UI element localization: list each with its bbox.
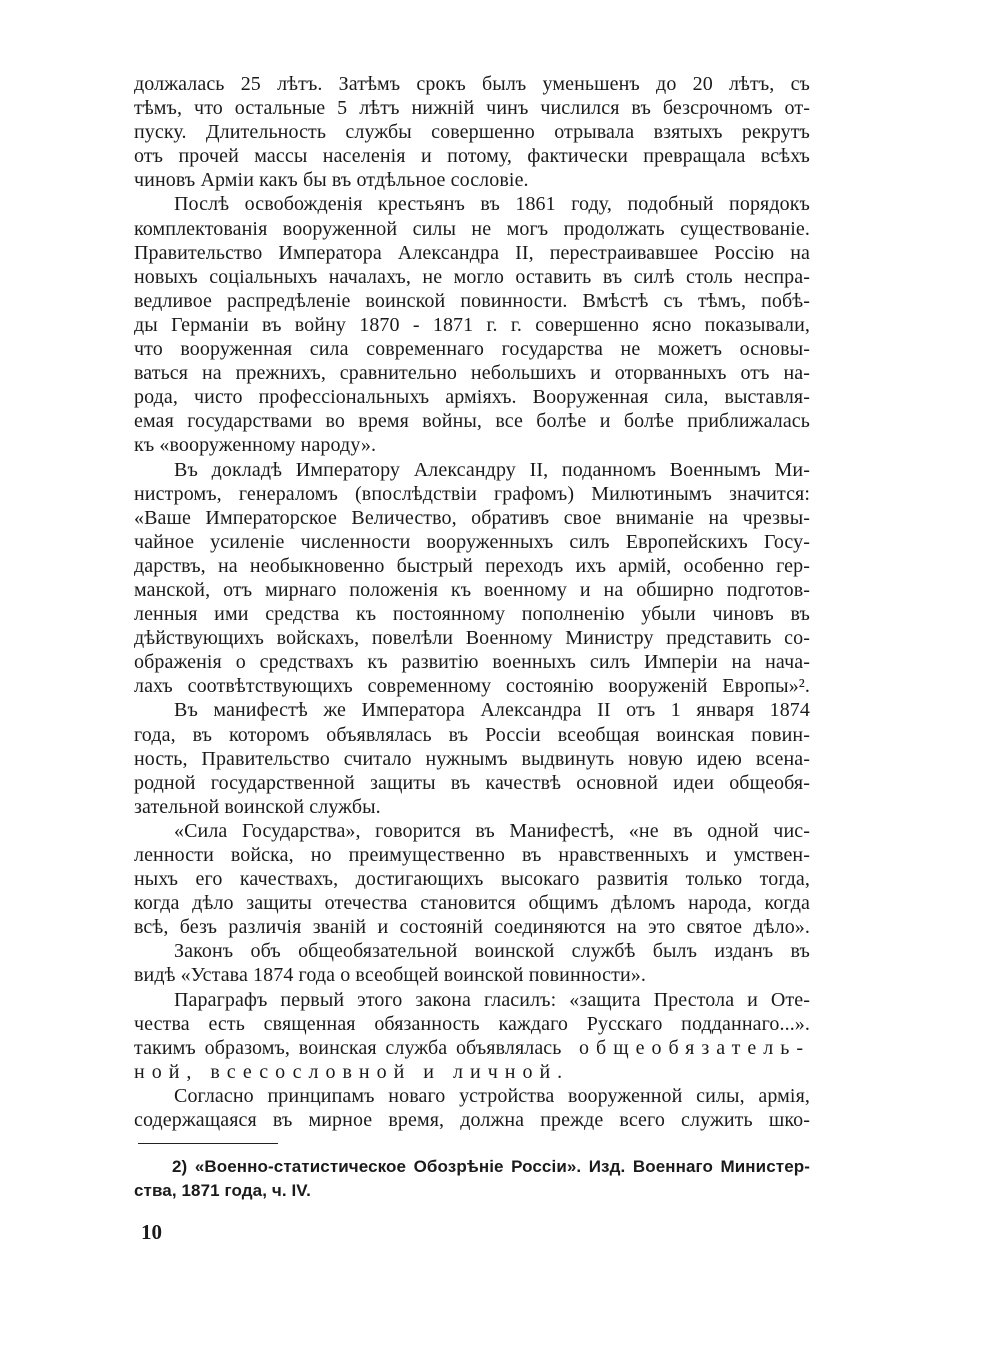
text-line: новыхъ соціальныхъ началахъ, не могло оставить въ силѣ столь неспра- (134, 265, 810, 288)
text-line: содержащаяся въ мирное время, должна прежде всего служить шко- (134, 1109, 810, 1132)
text-line: года, въ которомъ объявлялась въ Россіи всеобщая воинская повин- (134, 723, 810, 746)
text-line: пуску. Длительность службы совершенно отрывала взятыхъ рекрутъ (134, 121, 810, 144)
text-segment: такимъ образомъ, воинская служба объявлялась (134, 1036, 562, 1059)
text-line: Согласно принципамъ новаго устройства вооруженной силы, армія, (174, 1084, 810, 1107)
text-line: чайное усиленіе численности вооруженныхъ силъ Европейскихъ Госу- (134, 530, 810, 553)
text-line: «Сила Государства», говорится въ Манифестѣ, «не въ одной чис- (174, 819, 810, 842)
text-line: Правительство Императора Александра II, перестраивавшее Россію на (134, 241, 810, 264)
footnote (134, 1155, 810, 1203)
text-line: манской, отъ мирнаго положенія къ военному и на обширно подготов- (134, 578, 810, 601)
text-line: ведливое распредѣленіе воинской повинности. Вмѣстѣ съ тѣмъ, побѣ- (134, 289, 810, 312)
text-line: тѣмъ, что остальные 5 лѣтъ нижній чинъ числился въ безсрочномъ от- (134, 97, 810, 120)
text-line: ность, Правительство считало нужнымъ выдвинуть новую идею всена- (134, 747, 810, 770)
text-line: Законъ объ общеобязательной воинской службѣ былъ изданъ въ (174, 940, 810, 963)
text-line: дѣйствующихъ войскахъ, повелѣли Военному Министру представить со- (134, 627, 810, 650)
spaced-emphasis: общеобязатель- (579, 1036, 810, 1059)
footnote-divider (138, 1143, 278, 1144)
text-line: ваться на прежнихъ, сравнительно небольшихъ и оторванныхъ отъ на- (134, 362, 810, 385)
text-line: что вооруженная сила современнаго государства не можетъ основы- (134, 338, 810, 361)
text-line: когда дѣло защиты отечества становится общимъ дѣломъ народа, когда (134, 892, 810, 915)
text-line: лахъ соотвѣтствующихъ современному состоянію вооруженій Европы»². (134, 675, 810, 698)
text-line: чиновъ Арміи какъ бы въ отдѣльное сословіе. (134, 169, 529, 192)
text-line: ображенія о средствахъ къ развитію военныхъ силъ Имперіи на нача- (134, 651, 810, 674)
text-line: Параграфъ первый этого закона гласилъ: «защита Престола и Оте- (174, 988, 810, 1011)
text-line: ленныя ими средства къ постоянному пополненію убыли чиновъ въ (134, 603, 810, 626)
text-line: Послѣ освобожденія крестьянъ въ 1861 году, подобный порядокъ (174, 193, 810, 216)
spaced-emphasis-line: ной, всесословной и личной. (134, 1060, 570, 1083)
text-line: зательной воинской службы. (134, 795, 381, 818)
text-line: нистромъ, генераломъ (впослѣдствіи графомъ) Милютинымъ значится: (134, 482, 810, 505)
text-line-with-spaced-emphasis (134, 1036, 810, 1060)
text-line: отъ прочей массы населенія и потому, фактически превращала всѣхъ (134, 145, 810, 168)
text-line: видѣ «Устава 1874 года о всеобщей воинской повинности». (134, 964, 646, 987)
text-line: рода, чисто профессіональныхъ арміяхъ. Вооруженная сила, выставля- (134, 386, 810, 409)
text-line: емая государствами во время войны, все болѣе и болѣе приближалась (134, 410, 810, 433)
text-line: ленности войска, но преимущественно въ нравственныхъ и умствен- (134, 844, 810, 866)
text-line: дарствъ, на необыкновенно быстрый переходъ ихъ армій, особенно гер- (134, 554, 810, 577)
page-number: 10 (141, 1220, 162, 1244)
text-line: всѣ, безъ различія званій и состояній соединяются на это святое дѣло». (134, 916, 810, 939)
text-line: должалась 25 лѣтъ. Затѣмъ срокъ былъ уменьшенъ до 20 лѣтъ, съ (134, 73, 810, 95)
text-line: «Ваше Императорское Величество, обративъ свое вниманіе на чрезвы- (134, 506, 810, 529)
text-line: Въ докладѣ Императору Александру II, поданномъ Военнымъ Ми- (174, 458, 810, 481)
text-line: ды Германіи въ войну 1870 - 1871 г. г. совершенно ясно показывали, (134, 313, 810, 336)
body-text (134, 72, 810, 1132)
footnote-line: 2) «Военно-статистическое Обозрѣніе Россіи». Изд. Военнаго Министер- (172, 1157, 810, 1176)
text-line: Въ манифестѣ же Императора Александра II отъ 1 января 1874 (174, 699, 810, 722)
text-line: къ «вооруженному народу». (134, 434, 377, 457)
text-line: родной государственной защиты въ качествѣ основной идеи общеобя- (134, 771, 810, 794)
text-line: комплектованія вооруженной силы не могъ продолжать существованіе. (134, 217, 810, 240)
text-line: чества есть священная обязанность каждаго Русскаго подданнаго...». (134, 1012, 810, 1035)
text-line: ныхъ его качествахъ, достигающихъ высокаго развитія только тогда, (134, 868, 810, 891)
footnote-line: ства, 1871 года, ч. IV. (134, 1181, 311, 1200)
